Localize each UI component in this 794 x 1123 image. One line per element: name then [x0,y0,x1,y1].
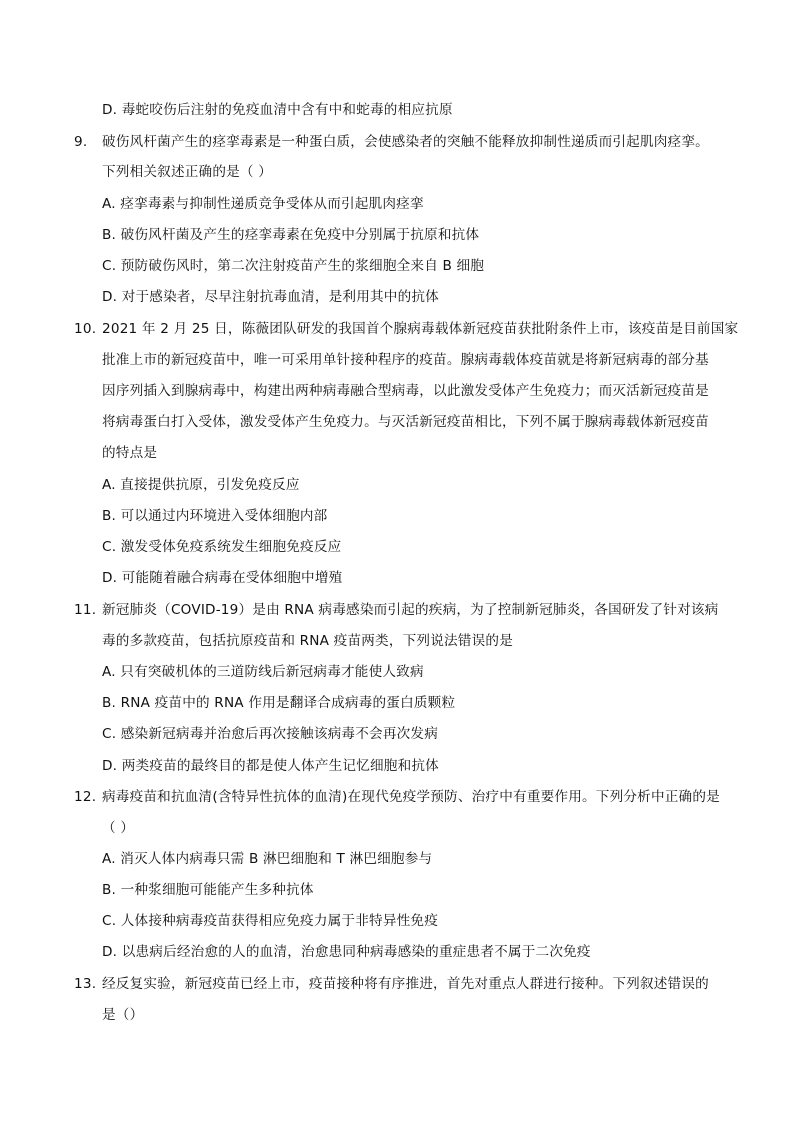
q8-option-d: D. 毒蛇咬伤后注射的免疫血清中含有中和蛇毒的相应抗原 [102,102,453,118]
q9-stem-line-2: 下列相关叙述正确的是（ ） [102,164,273,180]
q12-stem-text-1: 病毒疫苗和抗血清(含特异性抗体的血清)在现代免疫学预防、治疗中有重要作用。下列分析中正确的是 [102,789,720,805]
q9-option-d: D. 对于感染者，尽早注射抗毒血清，是利用其中的抗体 [102,289,439,305]
q9-number: 9. [74,134,88,150]
q9-option-b: B. 破伤风杆菌及产生的痉挛毒素在免疫中分别属于抗原和抗体 [102,227,480,243]
q11-stem-text-1: 新冠肺炎（COVID-19）是由 RNA 病毒感染而引起的疾病，为了控制新冠肺炎，各国研发了针对该病 [102,602,719,618]
q10-option-a: A. 直接提供抗原，引发免疫反应 [102,477,300,493]
q12-number: 12. [74,789,97,805]
q12-option-d: D. 以患病后经治愈的人的血清，治愈患同种病毒感染的重症患者不属于二次免疫 [102,944,591,960]
q11-stem-line-1 [74,600,718,620]
q10-stem-line-2: 批准上市的新冠疫苗中，唯一可采用单针接种程序的疫苗。腺病毒载体疫苗就是将新冠病毒的部分基 [102,352,709,368]
q9-stem-text-1: 破伤风杆菌产生的痉挛毒素是一种蛋白质，会使感染者的突触不能释放抑制性递质而引起肌肉痉挛。 [102,134,709,150]
q13-number: 13. [74,976,97,992]
q10-stem-line-3: 因序列插入到腺病毒中，构建出两种病毒融合型病毒，以此激发受体产生免疫力；而灭活新冠疫苗是 [102,383,709,399]
q9-stem-line-1 [74,132,709,152]
q10-number: 10. [74,321,97,337]
q10-stem-text-1: 2021 年 2 月 25 日，陈薇团队研发的我国首个腺病毒载体新冠疫苗获批附条件上市，该疫苗是目前国家 [102,321,739,337]
q10-stem-line-4: 将病毒蛋白打入受体，激发受体产生免疫力。与灭活新冠疫苗相比，下列不属于腺病毒载体新冠疫苗 [102,414,709,430]
q12-stem-line-1 [74,787,720,807]
q13-stem-text-1: 经反复实验，新冠疫苗已经上市，疫苗接种将有序推进，首先对重点人群进行接种。下列叙述错误的 [102,976,709,992]
q9-option-c: C. 预防破伤风时，第二次注射疫苗产生的浆细胞全来自 B 细胞 [102,258,485,274]
q11-option-a: A. 只有突破机体的三道防线后新冠病毒才能使人致病 [102,664,424,680]
q12-option-a: A. 消灭人体内病毒只需 B 淋巴细胞和 T 淋巴细胞参与 [102,851,433,867]
q10-stem-line-1 [74,319,738,339]
q12-option-b: B. 一种浆细胞可能能产生多种抗体 [102,882,314,898]
q11-option-c: C. 感染新冠病毒并治愈后再次接触该病毒不会再次发病 [102,726,438,742]
q11-stem-line-2: 毒的多款疫苗，包括抗原疫苗和 RNA 疫苗两类，下列说法错误的是 [102,633,513,649]
q12-stem-line-2: （ ） [102,820,135,836]
q13-stem-line-1 [74,974,709,994]
q13-stem-line-2: 是（） [102,1007,144,1023]
q10-option-b: B. 可以通过内环境进入受体细胞内部 [102,508,328,524]
q11-number: 11. [74,602,97,618]
q10-option-c: C. 激发受体免疫系统发生细胞免疫反应 [102,539,342,555]
q12-option-c: C. 人体接种病毒疫苗获得相应免疫力属于非特异性免疫 [102,913,438,929]
q10-option-d: D. 可能随着融合病毒在受体细胞中增殖 [102,570,343,586]
q9-option-a: A. 痉挛毒素与抑制性递质竞争受体从而引起肌肉痉挛 [102,196,424,212]
q11-option-d: D. 两类疫苗的最终目的都是使人体产生记忆细胞和抗体 [102,758,439,774]
q10-stem-line-5: 的特点是 [102,445,158,461]
q11-option-b: B. RNA 疫苗中的 RNA 作用是翻译合成病毒的蛋白质颗粒 [102,695,456,711]
